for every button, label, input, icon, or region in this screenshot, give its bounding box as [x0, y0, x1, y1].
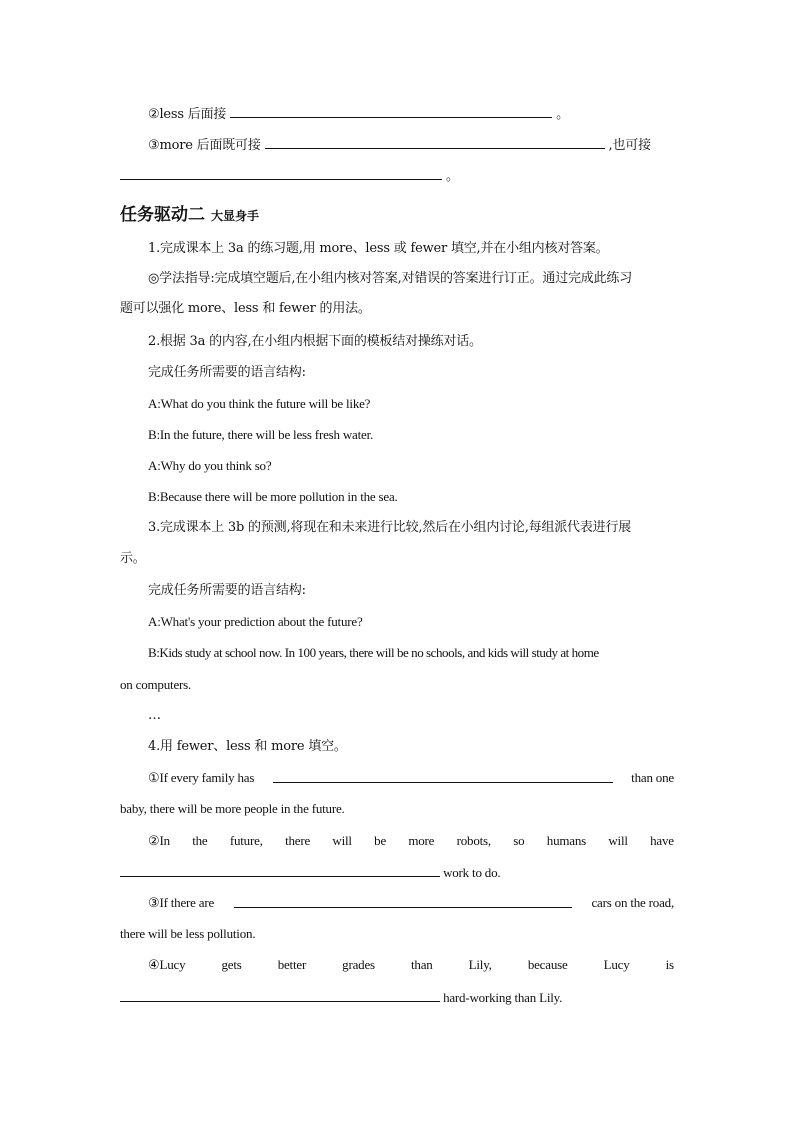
word: so	[513, 833, 525, 848]
answer-blank[interactable]	[120, 988, 440, 1002]
word: the	[192, 833, 208, 848]
answer-blank[interactable]	[120, 863, 440, 877]
exercise-1-tail: than one	[631, 770, 674, 785]
exercise-2-line2	[120, 863, 674, 882]
answer-blank[interactable]	[273, 769, 613, 783]
paragraph: 2.根据 3a 的内容,在小组内根据下面的模板结对操练对话。	[148, 334, 482, 349]
paragraph: 4.用 fewer、less 和 more 填空。	[148, 739, 347, 754]
paragraph: 示。	[120, 551, 146, 566]
question-less-lead: ②less 后面接	[148, 107, 227, 122]
question-less-tail: 。	[556, 107, 569, 122]
exercise-1-line2: baby, there will be more people in the future.	[120, 801, 345, 816]
exercise-2	[148, 832, 674, 850]
word: than	[410, 957, 433, 972]
word: ④Lucy	[148, 957, 186, 972]
dialogue-line: A:What's your prediction about the future?	[148, 614, 363, 629]
paragraph: ◎学法指导:完成填空题后,在小组内核对答案,对错误的答案进行订正。通过完成此练习	[148, 271, 632, 286]
exercise-2-tail: work to do.	[443, 865, 501, 880]
word: be	[374, 833, 387, 848]
word: gets	[221, 957, 242, 972]
paragraph: 3.完成课本上 3b 的预测,将现在和未来进行比较,然后在小组内讨论,每组派代表进行展	[148, 520, 632, 535]
question-more-tail: 。	[445, 169, 459, 184]
word: better	[277, 957, 307, 972]
word: will	[332, 833, 352, 848]
word: because	[527, 957, 568, 972]
exercise-3	[148, 894, 674, 912]
answer-blank[interactable]	[230, 104, 552, 118]
exercise-1-lead: ①If every family has	[148, 770, 255, 785]
section-title: 任务驱动二	[120, 205, 205, 225]
exercise-4-tail: hard-working than Lily.	[443, 990, 563, 1005]
paragraph: 完成任务所需要的语言结构:	[148, 365, 306, 380]
dialogue-line: on computers.	[120, 677, 192, 692]
dialogue-line: B:Because there will be more pollution in the sea.	[148, 489, 398, 504]
question-less	[148, 104, 674, 124]
dialogue-line: A:Why do you think so?	[148, 458, 272, 473]
answer-blank[interactable]	[120, 166, 442, 180]
section-subtitle: 大显身手	[211, 209, 260, 223]
word: is	[665, 957, 674, 972]
question-more	[148, 135, 674, 155]
dialogue-line: B:Kids study at school now. In 100 years, there will be no schools, and kids will study at home	[148, 645, 599, 660]
word: more	[408, 833, 435, 848]
paragraph: 完成任务所需要的语言结构:	[148, 583, 306, 598]
section-heading	[120, 200, 259, 225]
question-more-mid: ,也可接	[608, 138, 651, 153]
exercise-4-line2	[120, 988, 674, 1007]
answer-blank[interactable]	[265, 135, 605, 149]
answer-blank[interactable]	[234, 894, 572, 908]
word: grades	[342, 957, 375, 972]
word: ②In	[148, 833, 170, 848]
ellipsis: …	[148, 708, 161, 723]
question-more-line2	[120, 166, 674, 186]
word: robots,	[456, 833, 491, 848]
paragraph: 题可以强化 more、less 和 fewer 的用法。	[120, 301, 371, 316]
dialogue-line: B:In the future, there will be less fresh water.	[148, 427, 374, 442]
word: Lily,	[468, 957, 492, 972]
dialogue-line: A:What do you think the future will be like?	[148, 396, 371, 411]
exercise-4	[148, 956, 674, 974]
exercise-3-line2: there will be less pollution.	[120, 926, 256, 941]
question-more-lead: ③more 后面既可接	[148, 138, 261, 153]
paragraph: 1.完成课本上 3a 的练习题,用 more、less 或 fewer 填空,并在小组内核对答案。	[148, 241, 609, 256]
exercise-1	[148, 769, 674, 787]
word: will	[608, 833, 628, 848]
exercise-3-lead: ③If there are	[148, 895, 215, 910]
word: have	[650, 833, 674, 848]
word: there	[285, 833, 311, 848]
word: future,	[229, 833, 263, 848]
word: Lucy	[603, 957, 630, 972]
exercise-3-tail: cars on the road,	[591, 895, 674, 910]
word: humans	[546, 833, 587, 848]
